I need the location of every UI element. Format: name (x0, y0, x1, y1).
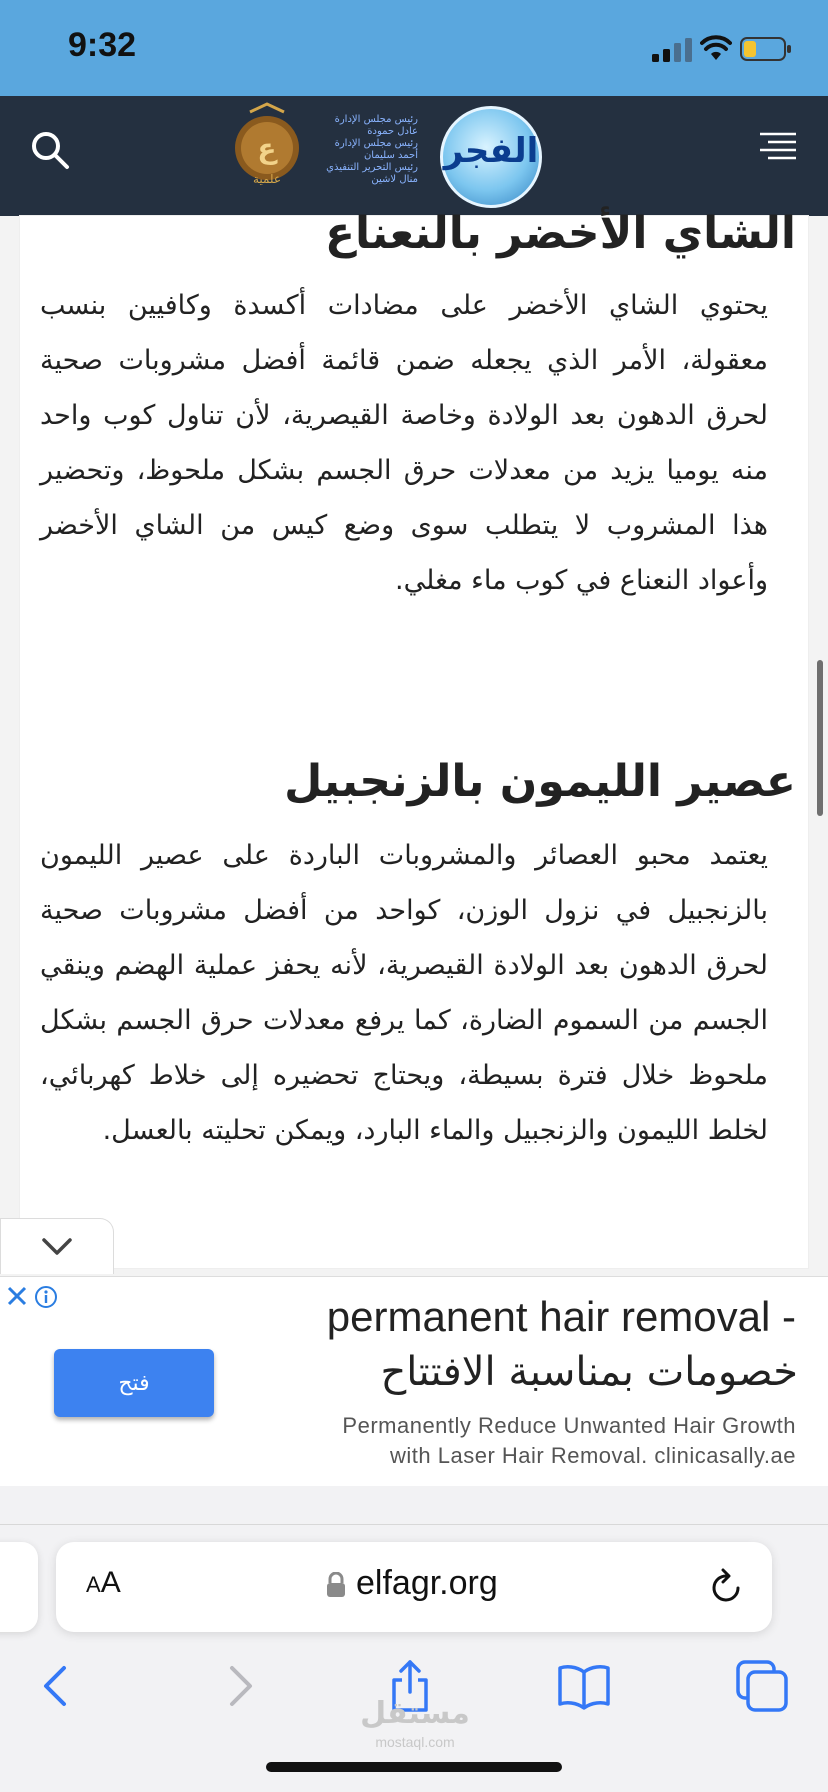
reload-icon[interactable] (710, 1568, 744, 1606)
battery-icon (740, 36, 792, 62)
previous-tab-peek[interactable] (0, 1542, 38, 1632)
paragraph-lemon-ginger: يعتمد محبو العصائر والمشروبات الباردة على عصير الليمون بالزنجبيل في نزول الوزن، كواحد من أفضل مشروبات صحية لحرق الدهون بعد الولادة القيصرية، لأنه يحفز عملية الهضم وينقي الجسم من السموم الضارة، كما يرفع معدلات حرق الجسم بشكل ملحوظ خلال فترة بسيطة، ويحتاج تحضيره إلى خلاط كهربائي، لخلط الليمون والزنجبيل والماء البارد، ويمكن تحليته بالعسل. (40, 840, 768, 1146)
url-text[interactable]: elfagr.org (356, 1564, 498, 1602)
svg-text:ع: ع (257, 132, 277, 165)
bookmarks-icon[interactable] (556, 1658, 612, 1714)
text-size-label: A (100, 1566, 121, 1599)
credit-line: عادل حمودة (367, 126, 418, 137)
credit-line: منال لاشين (371, 174, 418, 185)
address-bar[interactable] (56, 1542, 772, 1632)
back-icon[interactable] (30, 1658, 86, 1714)
credit-line: أحمد سليمان (363, 150, 418, 161)
status-time: 9:32 (68, 26, 137, 64)
header-credits (318, 114, 418, 186)
scrollbar[interactable] (817, 660, 823, 816)
alamia-caption: علمية (252, 172, 282, 186)
credit-line: رئيس التحرير التنفيذي (326, 162, 418, 173)
ad-description-line: Permanently Reduce Unwanted Hair Growth (342, 1413, 796, 1438)
heading-lemon-ginger: عصير الليمون بالزنجبيل (284, 756, 796, 807)
ad-banner[interactable] (0, 1276, 828, 1488)
watermark: مستقل (360, 1696, 470, 1731)
home-indicator[interactable] (266, 1762, 562, 1772)
credit-line: رئيس مجلس الإدارة (334, 114, 418, 125)
wifi-icon (700, 34, 732, 62)
heading-green-tea: الشاي الأخضر بالنعناع (324, 208, 796, 259)
divider (0, 1524, 828, 1525)
text-size-button[interactable]: AA (86, 1566, 121, 1599)
ad-collapse-tab[interactable] (0, 1218, 114, 1274)
alamia-logo (228, 102, 306, 206)
chevron-down-icon (41, 1237, 73, 1257)
menu-icon[interactable] (758, 130, 798, 166)
signal-icon (652, 38, 694, 62)
status-bar (0, 0, 828, 96)
elfagr-logo-text: الفجر (443, 131, 539, 171)
lock-icon (326, 1572, 346, 1598)
info-icon[interactable] (34, 1285, 58, 1309)
site-header (0, 96, 828, 216)
forward-icon[interactable] (210, 1658, 266, 1714)
ad-description (342, 1411, 796, 1471)
ad-title[interactable]: permanent hair removal - (326, 1293, 796, 1340)
tabs-icon[interactable] (734, 1658, 790, 1714)
ad-description-line: with Laser Hair Removal. clinicasally.ae (390, 1443, 796, 1468)
watermark-url: mostaql.com (375, 1734, 455, 1750)
paragraph-green-tea: يحتوي الشاي الأخضر على مضادات أكسدة وكافيين بنسب معقولة، الأمر الذي يجعله ضمن قائمة أفضل مشروبات صحية لحرق الدهون بعد الولادة وخاصة القيصرية، لأن تناول كوب واحد منه يوميا يزيد من معدلات حرق الجسم بشكل ملحوظ، وتحضير هذا المشروب لا يتطلب سوى وضع كيس من الشاي الأخضر وأعواد النعناع في كوب ماء مغلي. (40, 290, 768, 596)
credit-line: رئيس مجلس الإدارة (334, 138, 418, 149)
elfagr-logo[interactable] (440, 106, 542, 208)
article-body (20, 208, 808, 1268)
ad-title-arabic[interactable]: خصومات بمناسبة الافتتاح (380, 1349, 798, 1395)
close-icon[interactable] (6, 1285, 28, 1307)
search-icon[interactable] (30, 130, 70, 170)
ad-open-button[interactable]: فتح (54, 1349, 214, 1417)
